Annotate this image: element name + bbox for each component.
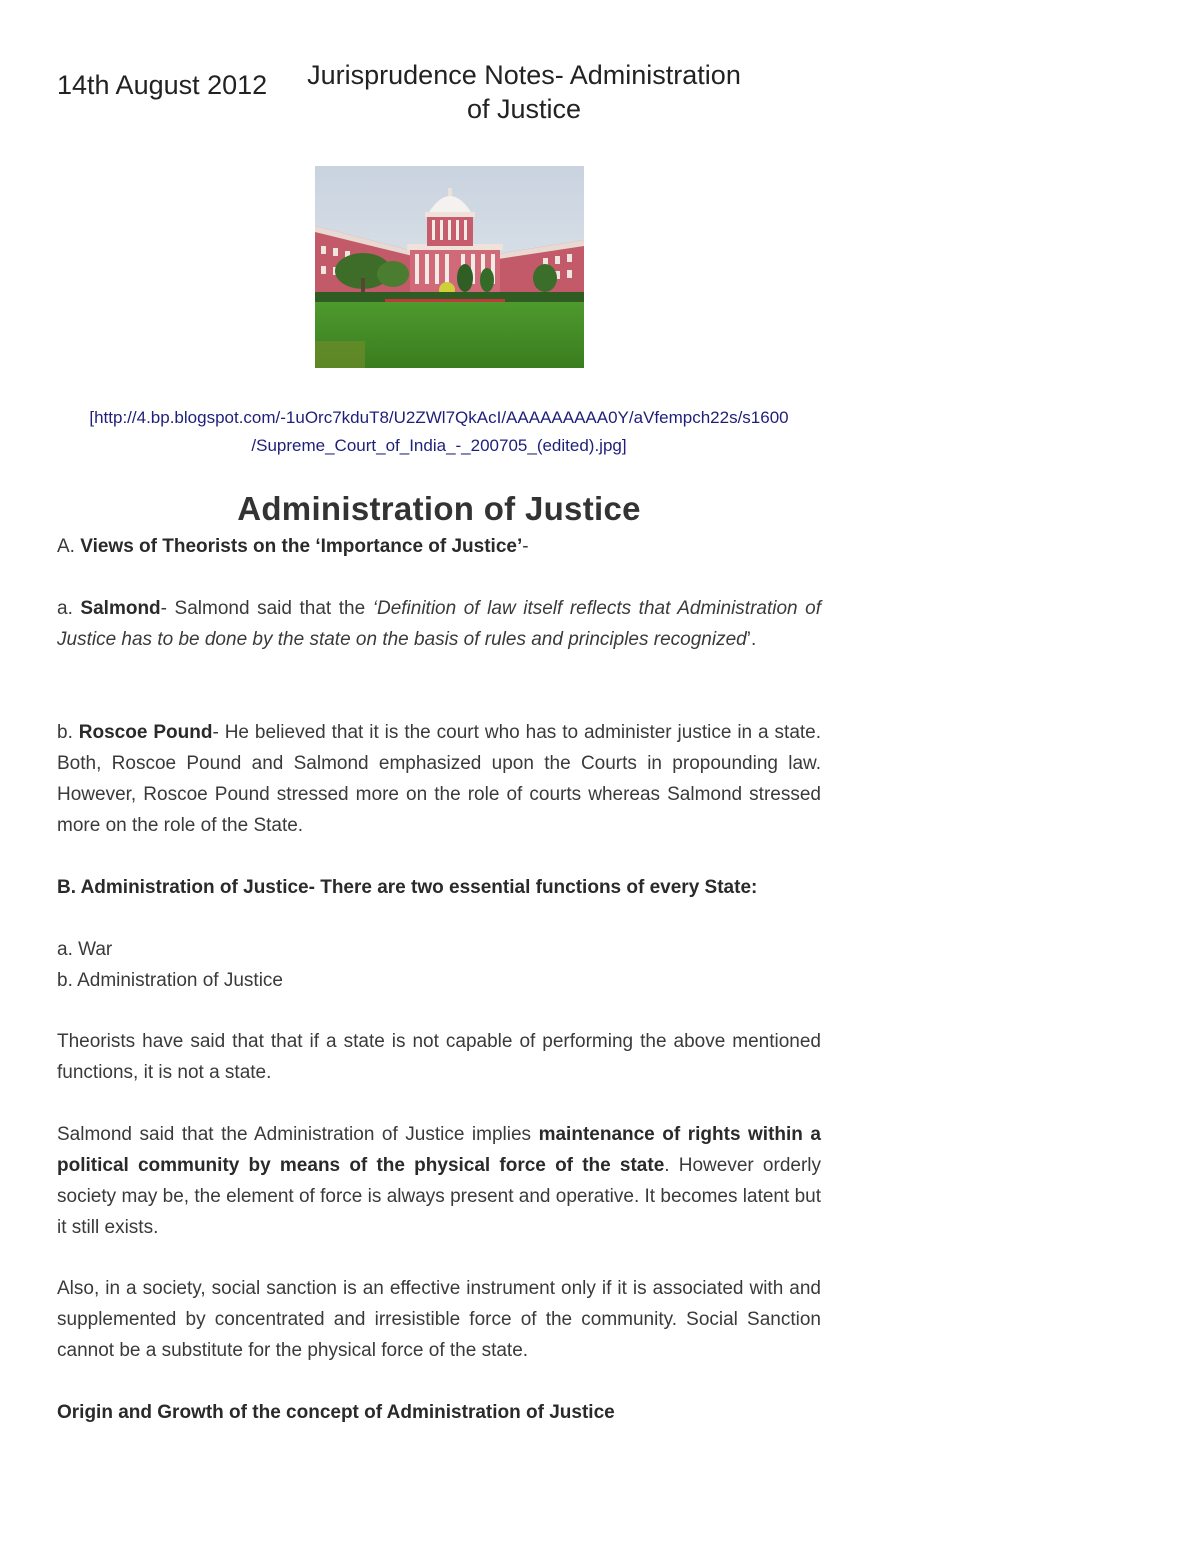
maintenance-bold: maintenance of rights within a political community by means of the physical force of the state [57,1124,821,1176]
maintenance-paragraph [57,1119,821,1243]
list-item: a. War [57,939,113,960]
article-heading: Administration of Justice [237,490,641,527]
pound-name: Roscoe Pound [78,722,213,743]
section-a-title: Views of Theorists on the ‘Importance of Justice’ [80,536,523,557]
image-source-link[interactable] [57,404,821,460]
salmond-prefix: a. [57,598,81,619]
supreme-court-photo[interactable] [315,166,584,368]
section-a-prefix: A. [57,536,81,557]
section-a-suffix: - [522,536,529,557]
salmond-lead: - Salmond said that the [160,598,373,619]
pound-paragraph [57,717,821,841]
salmond-paragraph [57,593,821,655]
section-b-title: B. Administration of Justice- There are two essential functions of every State: [57,877,758,898]
salmond-end: ’. [746,629,757,650]
image-link-line1[interactable]: [http://4.bp.blogspot.com/-1uOrc7kduT8/U2ZWl7QkAcI/AAAAAAAAA0Y/aVfempch22s/s1600 [89,408,789,427]
origin-heading [57,1397,821,1428]
salmond-quote: ‘Definition of law itself reflects that Administration of Justice has to be done by the state on the basis of rules and principles recognized [57,598,822,650]
pound-prefix: b. [57,722,79,743]
social-sanction-paragraph: Also, in a society, social sanction is an effective instrument only if it is associated with and supplemented by concentrated and irresistible force of the community. Social Sanction cannot be a substitute for the physical force of the state. [57,1278,821,1361]
maintenance-lead: Salmond said that the Administration of Justice implies [57,1124,539,1145]
origin-title: Origin and Growth of the concept of Administration of Justice [57,1402,615,1423]
list-item: b. Administration of Justice [57,970,283,991]
pound-text: - He believed that it is the court who has to administer justice in a state. Both, Roscoe Pound and Salmond emphasized upon the Courts in propounding law. However, Roscoe Pound stressed more on the role of courts whereas Salmond stressed more on the role of the State. [57,722,822,836]
post-title-line2: of Justice [466,94,582,124]
image-link-line2[interactable]: /Supreme_Court_of_India_-_200705_(edited).jpg] [251,436,627,455]
functions-list [57,934,821,996]
maintenance-tail: . However orderly society may be, the element of force is always present and operative. It becomes latent but it still exists. [57,1155,821,1238]
salmond-name: Salmond [80,598,161,619]
post-title [288,58,760,126]
post-date: 14th August 2012 [57,70,268,100]
section-a-heading [57,531,821,562]
theorists-paragraph: Theorists have said that that if a state is not capable of performing the above mentioned functions, it is not a state. [57,1031,821,1083]
section-b-heading [57,872,821,903]
post-title-line1: Jurisprudence Notes- Administration [307,60,741,90]
